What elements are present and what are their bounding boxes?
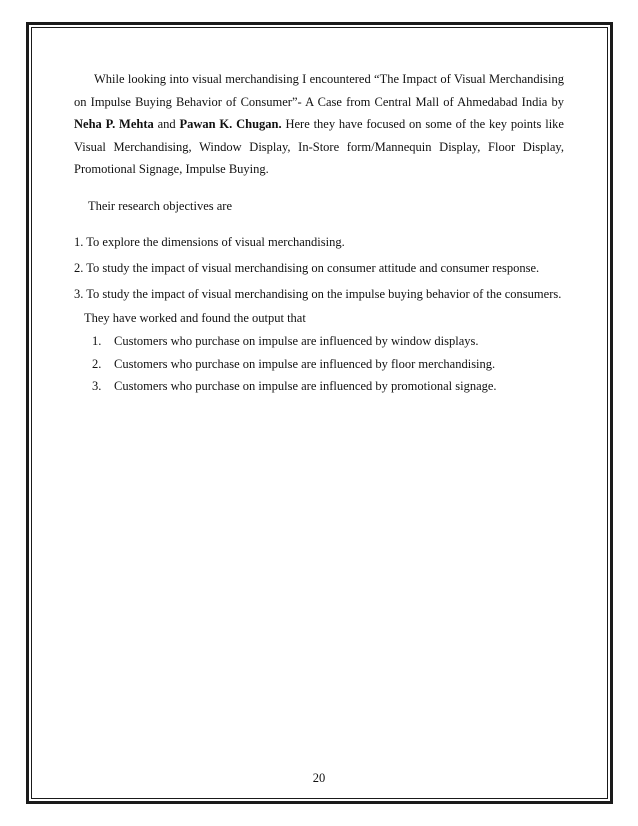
finding-text: Customers who purchase on impulse are influenced by window displays. bbox=[114, 333, 479, 348]
output-intro: They have worked and found the output that bbox=[84, 310, 306, 325]
intro-paragraph bbox=[74, 68, 564, 181]
author-name-2: Pawan K. Chugan. bbox=[179, 117, 282, 132]
finding-number: 2. bbox=[92, 356, 102, 371]
objective-item: 1. To explore the dimensions of visual merchandising. bbox=[74, 234, 345, 249]
findings-list bbox=[74, 330, 564, 398]
conjunction-and: and bbox=[153, 117, 180, 132]
objectives-intro: Their research objectives are bbox=[88, 198, 233, 213]
finding-number: 1. bbox=[92, 333, 102, 348]
page-number: 20 bbox=[312, 771, 326, 785]
objective-item: 3. To study the impact of visual merchandising on the impulse buying behavior of the consumers. bbox=[74, 286, 562, 301]
finding-text: Customers who purchase on impulse are influenced by promotional signage. bbox=[114, 379, 497, 394]
finding-item bbox=[74, 375, 564, 398]
intro-text-end: Here they have focused on some of the key points like Visual Merchandising, Window Display, In-Store form/Mannequin Display, Floor Display, Promotional Signage, Impulse Buying. bbox=[74, 117, 564, 177]
finding-item bbox=[74, 330, 564, 353]
intro-text-start: While looking into visual merchandising I encountered “The Impact of Visual Merchandising on Impulse Buying Behavior of Consumer”- A Case from Central Mall of Ahmedabad India by bbox=[74, 72, 564, 109]
author-name-1: Neha P. Mehta bbox=[74, 117, 154, 132]
finding-text: Customers who purchase on impulse are influenced by floor merchandising. bbox=[114, 356, 496, 371]
finding-item bbox=[74, 353, 564, 376]
objective-item: 2. To study the impact of visual merchandising on consumer attitude and consumer response. bbox=[74, 260, 540, 275]
finding-number: 3. bbox=[92, 379, 102, 394]
page-content bbox=[74, 68, 564, 398]
